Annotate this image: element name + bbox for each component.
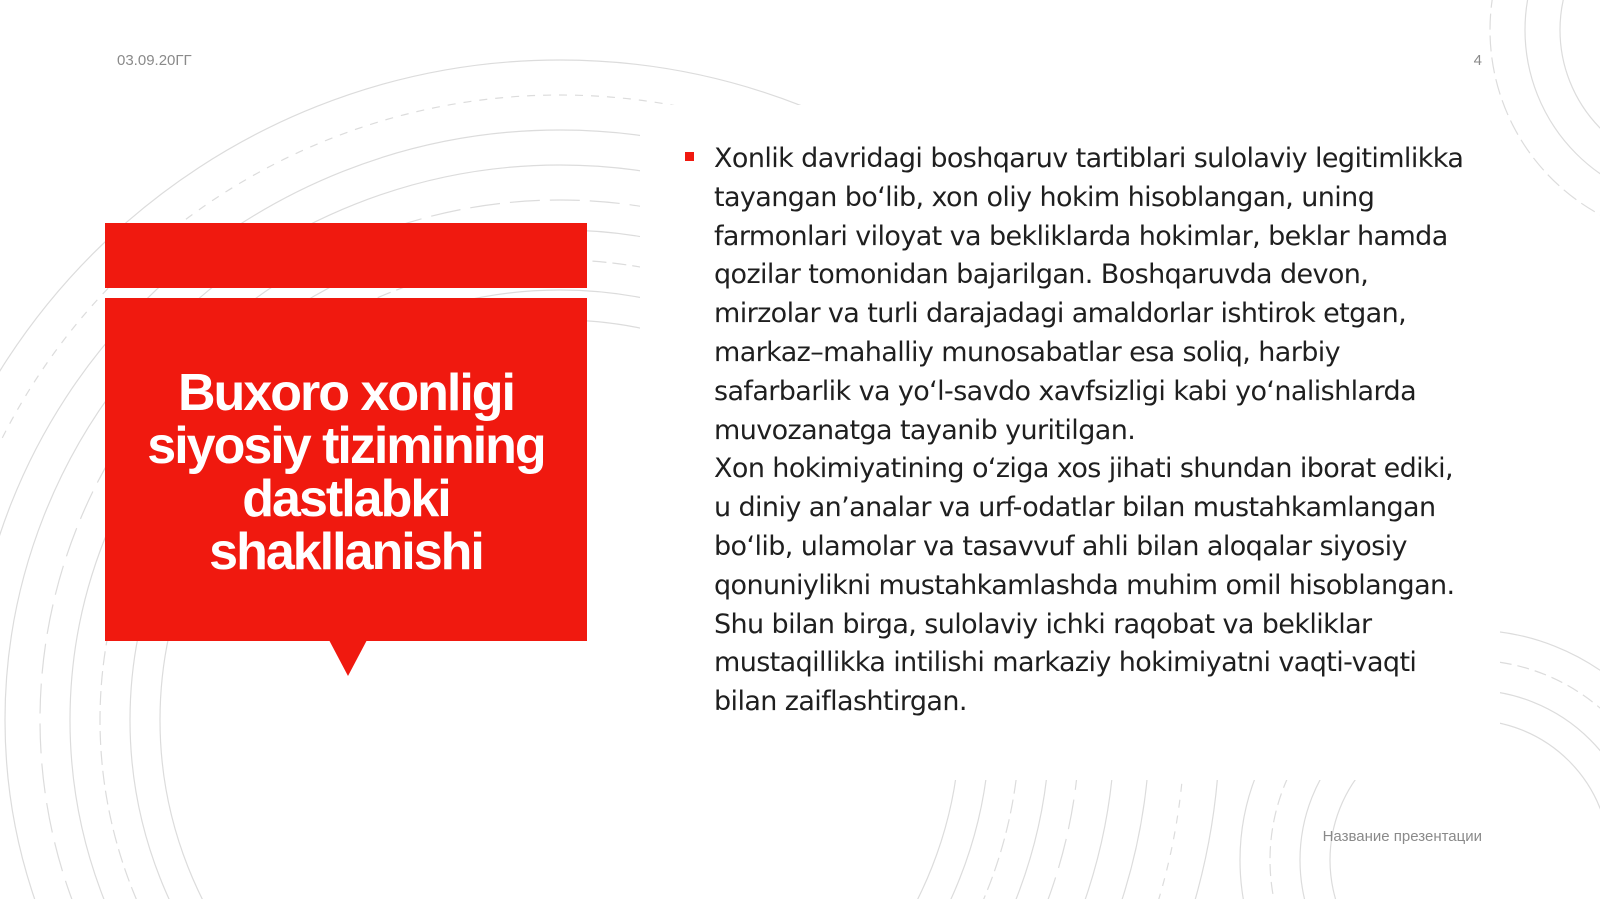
slide-number: 4 [1473, 52, 1482, 69]
title-callout-pointer [329, 640, 367, 676]
body-paragraph-1: Xonlik davridagi boshqaruv tartiblari sulolaviy legitimlikka tayangan bo‘lib, xon oliy hokim hisoblangan, uning farmonlari viloyat va bekliklarda hokimlar, beklar hamda qozilar tomonidan bajarilgan. Boshqaruvda devon, mirzolar va turli darajadagi amaldorlar ishtirok etgan, markaz–mahalliy munosabatlar esa soliq, harbiy safarbarlik va yo‘l-savdo xavfsizligi kabi yo‘nalishlarda muvozanatga tayanib yuritilgan. [714, 143, 1464, 446]
presentation-footer: Название презентации [1322, 828, 1482, 845]
bullet-marker-icon [685, 152, 694, 161]
title-box [105, 298, 587, 641]
slide-title: Buxoro xonligi siyosiy tizimining dastlabki shakllanishi [147, 363, 545, 581]
body-paragraph-2: Xon hokimiyatining o‘ziga xos jihati shundan iborat ediki, u diniy an’analar va urf-odatlar bilan mustahkamlangan bo‘lib, ulamolar va tasavvuf ahli bilan aloqalar siyosiy qonuniylikni mustahkamlashda muhim omil hisoblangan. Shu bilan birga, sulolaviy ichki raqobat va bekliklar mustaqillikka intilishi markaziy hokimiyatni vaqti-vaqti bilan zaiflashtirgan. [714, 453, 1455, 718]
slide-date: 03.09.20ГГ [117, 52, 192, 69]
content-area [685, 140, 1475, 722]
title-accent-bar [105, 223, 587, 288]
body-text [714, 140, 1475, 722]
